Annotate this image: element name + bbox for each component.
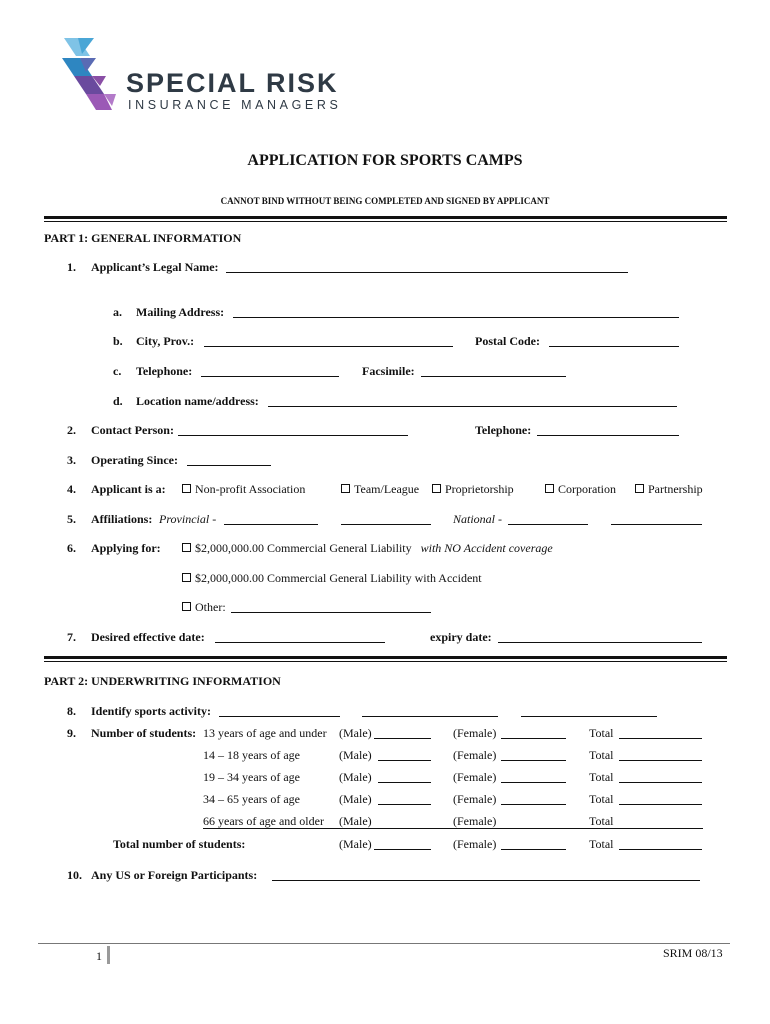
q1a-letter: a. bbox=[113, 305, 122, 319]
option-partnership[interactable]: Partnership bbox=[635, 482, 703, 497]
q8-label: Identify sports activity: bbox=[91, 704, 211, 718]
age-group-label: 19 – 34 years of age bbox=[203, 770, 300, 784]
female-label: (Female) bbox=[453, 837, 497, 851]
q1c-label: Telephone: bbox=[136, 364, 193, 378]
q1-label: Applicant’s Legal Name: bbox=[91, 260, 219, 274]
q1c-letter: c. bbox=[113, 364, 122, 378]
total-count-field[interactable] bbox=[619, 770, 702, 783]
total-label: Total bbox=[589, 748, 614, 762]
checkbox-icon[interactable] bbox=[182, 573, 191, 582]
city-prov-field[interactable] bbox=[204, 334, 453, 347]
q1b-label: City, Prov.: bbox=[136, 334, 195, 348]
q2-number: 2. bbox=[67, 423, 76, 437]
option-cgl-with-accident[interactable]: $2,000,000.00 Commercial General Liability with Accident bbox=[182, 571, 482, 586]
contact-telephone-field[interactable] bbox=[537, 423, 679, 436]
q3-label: Operating Since: bbox=[91, 453, 178, 467]
checkbox-icon[interactable] bbox=[182, 543, 191, 552]
option-non-profit[interactable]: Non-profit Association bbox=[182, 482, 305, 497]
option-corporation[interactable]: Corporation bbox=[545, 482, 616, 497]
effective-date-field[interactable] bbox=[215, 630, 385, 643]
q1-number: 1. bbox=[67, 260, 76, 274]
male-label: (Male) bbox=[339, 837, 372, 851]
q1d-label: Location name/address: bbox=[136, 394, 259, 408]
checkbox-icon[interactable] bbox=[182, 484, 191, 493]
mailing-address-field[interactable] bbox=[233, 305, 679, 318]
male-label: (Male) bbox=[339, 814, 372, 828]
part1-heading: PART 1: GENERAL INFORMATION bbox=[44, 231, 242, 245]
q1b-letter: b. bbox=[113, 334, 123, 348]
q7-number: 7. bbox=[67, 630, 76, 644]
q3-number: 3. bbox=[67, 453, 76, 467]
logo-line1: SPECIAL RISK bbox=[126, 68, 339, 98]
q9-label: Number of students: bbox=[91, 726, 197, 740]
option-cgl-no-accident[interactable]: $2,000,000.00 Commercial General Liability with NO Accident coverage bbox=[182, 541, 553, 556]
footer-page-marker bbox=[107, 946, 110, 964]
q2-label: Contact Person: bbox=[91, 423, 174, 437]
age-group-label: 14 – 18 years of age bbox=[203, 748, 300, 762]
section-divider bbox=[44, 656, 727, 659]
sports-activity-field-2[interactable] bbox=[362, 704, 498, 717]
expiry-date-label: expiry date: bbox=[430, 630, 492, 644]
age-group-label: 66 years of age and older bbox=[203, 814, 324, 828]
q1a-label: Mailing Address: bbox=[136, 305, 225, 319]
option-proprietorship[interactable]: Proprietorship bbox=[432, 482, 514, 497]
q7-label: Desired effective date: bbox=[91, 630, 205, 644]
page-title: APPLICATION FOR SPORTS CAMPS bbox=[247, 152, 523, 169]
option-team-league[interactable]: Team/League bbox=[341, 482, 419, 497]
total-label: Total bbox=[589, 837, 614, 851]
male-count-field[interactable] bbox=[378, 748, 431, 761]
logo-mark-icon bbox=[60, 36, 120, 112]
logo-line2: INSURANCE MANAGERS bbox=[128, 98, 342, 112]
total-students-label: Total number of students: bbox=[113, 837, 246, 851]
section-divider-thin bbox=[44, 221, 727, 222]
other-field[interactable] bbox=[231, 600, 431, 613]
page-subtitle: CANNOT BIND WITHOUT BEING COMPLETED AND SIGNED BY APPLICANT bbox=[220, 196, 550, 206]
total-label: Total bbox=[589, 792, 614, 806]
female-count-field[interactable] bbox=[501, 792, 566, 805]
female-label: (Female) bbox=[453, 770, 497, 784]
age-group-label: 13 years of age and under bbox=[203, 726, 327, 740]
legal-name-field[interactable] bbox=[226, 260, 628, 273]
total-label: Total bbox=[589, 726, 614, 740]
q6-label: Applying for: bbox=[91, 541, 161, 555]
form-code: SRIM 08/13 bbox=[663, 946, 723, 960]
facsimile-label: Facsimile: bbox=[362, 364, 415, 378]
national-field-1[interactable] bbox=[508, 512, 588, 525]
telephone-field[interactable] bbox=[201, 364, 339, 377]
q8-number: 8. bbox=[67, 704, 76, 718]
provincial-label: Provincial - bbox=[159, 512, 217, 526]
male-count-field[interactable] bbox=[374, 726, 431, 739]
part2-heading: PART 2: UNDERWRITING INFORMATION bbox=[44, 674, 281, 688]
female-label: (Female) bbox=[453, 792, 497, 806]
male-label: (Male) bbox=[339, 770, 372, 784]
contact-person-field[interactable] bbox=[178, 423, 408, 436]
checkbox-icon[interactable] bbox=[341, 484, 350, 493]
national-label: National - bbox=[453, 512, 503, 526]
facsimile-field[interactable] bbox=[421, 364, 566, 377]
contact-telephone-label: Telephone: bbox=[475, 423, 532, 437]
total-label: Total bbox=[589, 814, 614, 828]
q10-label: Any US or Foreign Participants: bbox=[91, 868, 258, 882]
male-count-field[interactable] bbox=[378, 792, 431, 805]
female-label: (Female) bbox=[453, 814, 497, 828]
q5-label: Affiliations: bbox=[91, 512, 153, 526]
q9-number: 9. bbox=[67, 726, 76, 740]
age-group-label: 34 – 65 years of age bbox=[203, 792, 300, 806]
section-divider bbox=[44, 216, 727, 219]
section-divider-thin bbox=[44, 661, 727, 662]
checkbox-icon[interactable] bbox=[635, 484, 644, 493]
option-other[interactable]: Other: bbox=[182, 600, 226, 615]
female-count-field[interactable] bbox=[501, 770, 566, 783]
q5-number: 5. bbox=[67, 512, 76, 526]
footer-rule bbox=[38, 943, 730, 944]
provincial-field-2[interactable] bbox=[341, 512, 431, 525]
total-female-field[interactable] bbox=[501, 837, 566, 850]
total-count-field[interactable] bbox=[619, 748, 702, 761]
location-address-field[interactable] bbox=[268, 394, 677, 407]
q6-number: 6. bbox=[67, 541, 76, 555]
male-count-field[interactable] bbox=[378, 770, 431, 783]
female-label: (Female) bbox=[453, 748, 497, 762]
postal-code-field[interactable] bbox=[549, 334, 679, 347]
national-field-2[interactable] bbox=[611, 512, 702, 525]
checkbox-icon[interactable] bbox=[182, 602, 191, 611]
provincial-field-1[interactable] bbox=[224, 512, 318, 525]
male-label: (Male) bbox=[339, 792, 372, 806]
total-count-field[interactable] bbox=[619, 726, 702, 739]
female-count-field[interactable] bbox=[501, 726, 566, 739]
female-label: (Female) bbox=[453, 726, 497, 740]
q4-label: Applicant is a: bbox=[91, 482, 166, 496]
checkbox-icon[interactable] bbox=[545, 484, 554, 493]
checkbox-icon[interactable] bbox=[432, 484, 441, 493]
q4-number: 4. bbox=[67, 482, 76, 496]
q1d-letter: d. bbox=[113, 394, 123, 408]
sports-activity-field-1[interactable] bbox=[219, 704, 340, 717]
female-count-field[interactable] bbox=[501, 748, 566, 761]
total-male-field[interactable] bbox=[374, 837, 431, 850]
sports-activity-field-3[interactable] bbox=[521, 704, 657, 717]
postal-code-label: Postal Code: bbox=[475, 334, 540, 348]
operating-since-field[interactable] bbox=[187, 453, 271, 466]
grand-total-field[interactable] bbox=[619, 837, 702, 850]
total-label: Total bbox=[589, 770, 614, 784]
male-label: (Male) bbox=[339, 726, 372, 740]
foreign-participants-field[interactable] bbox=[272, 868, 700, 881]
expiry-date-field[interactable] bbox=[498, 630, 702, 643]
q10-number: 10. bbox=[67, 868, 82, 882]
total-count-field[interactable] bbox=[619, 792, 702, 805]
male-label: (Male) bbox=[339, 748, 372, 762]
page-number: 1 bbox=[96, 949, 102, 963]
